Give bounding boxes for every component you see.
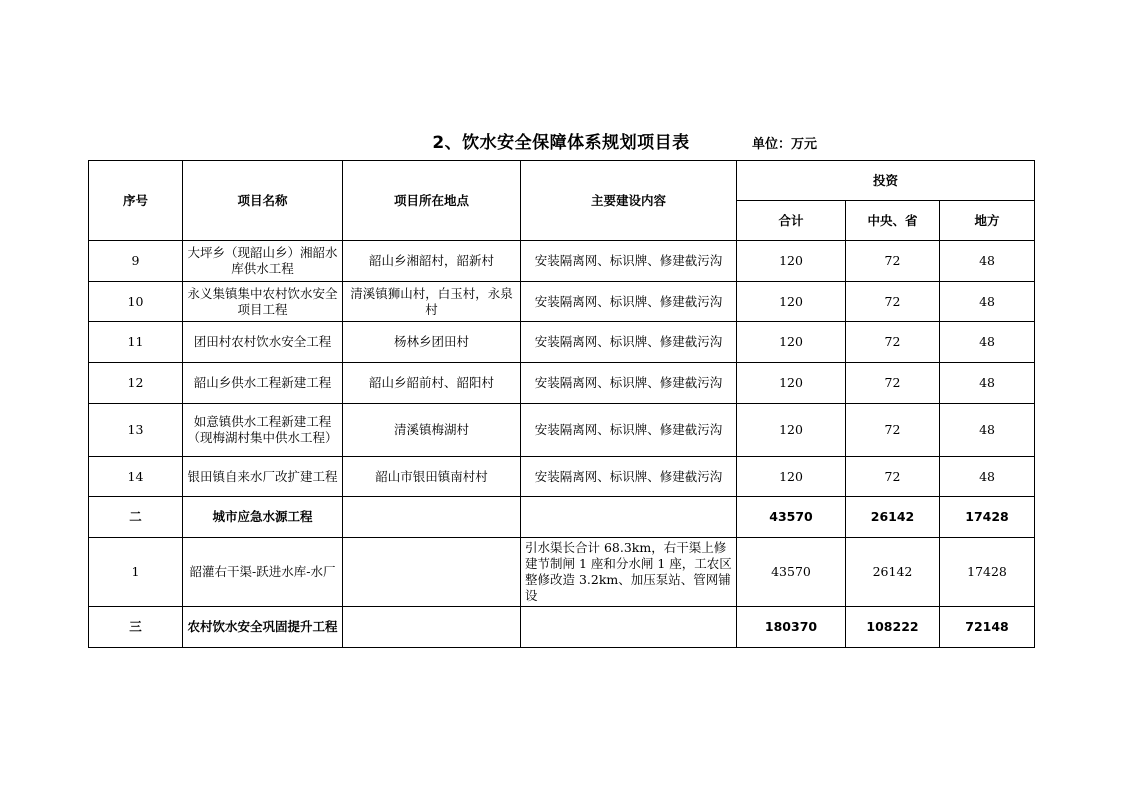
cell-total: 120 [737, 322, 846, 363]
table-row [89, 282, 1035, 322]
cell-local: 48 [940, 363, 1035, 404]
cell-seq: 三 [89, 607, 183, 648]
cell-local: 48 [940, 322, 1035, 363]
cell-local: 48 [940, 404, 1035, 457]
table-title: 2、饮水安全保障体系规划项目表 [432, 133, 690, 153]
table-row [89, 607, 1035, 648]
cell-name: 团田村农村饮水安全工程 [183, 322, 343, 363]
unit-label: 单位：万元 [752, 137, 818, 152]
header-name: 项目名称 [183, 161, 343, 241]
table-row [89, 322, 1035, 363]
cell-content [521, 607, 737, 648]
cell-name: 韶灌右干渠-跃进水库-水厂 [183, 538, 343, 607]
cell-local: 17428 [940, 538, 1035, 607]
header-content: 主要建设内容 [521, 161, 737, 241]
cell-seq: 9 [89, 241, 183, 282]
cell-seq: 13 [89, 404, 183, 457]
cell-content [521, 497, 737, 538]
cell-total: 180370 [737, 607, 846, 648]
cell-central: 108222 [846, 607, 940, 648]
cell-seq: 14 [89, 457, 183, 497]
cell-content: 引水渠长合计 68.3km，右干渠上修建节制闸 1 座和分水闸 1 座，工农区整修改造 3.2km、加压泵站、管网铺设 [521, 538, 737, 607]
cell-name: 永义集镇集中农村饮水安全项目工程 [183, 282, 343, 322]
cell-seq: 12 [89, 363, 183, 404]
cell-location: 清溪镇狮山村，白玉村，永泉村 [343, 282, 521, 322]
cell-central: 26142 [846, 497, 940, 538]
table-row [89, 538, 1035, 607]
cell-total: 43570 [737, 538, 846, 607]
cell-seq: 1 [89, 538, 183, 607]
header-total: 合计 [737, 201, 846, 241]
cell-location [343, 607, 521, 648]
cell-central: 72 [846, 457, 940, 497]
cell-total: 120 [737, 457, 846, 497]
cell-content: 安装隔离网、标识牌、修建截污沟 [521, 363, 737, 404]
cell-location [343, 497, 521, 538]
table-row [89, 497, 1035, 538]
header-central: 中央、省 [846, 201, 940, 241]
cell-content: 安装隔离网、标识牌、修建截污沟 [521, 282, 737, 322]
cell-central: 72 [846, 404, 940, 457]
cell-location: 韶山市银田镇南村村 [343, 457, 521, 497]
cell-location [343, 538, 521, 607]
table-row [89, 363, 1035, 404]
table-row [89, 404, 1035, 457]
header-investment: 投资 [737, 161, 1035, 201]
cell-local: 48 [940, 282, 1035, 322]
header-local: 地方 [940, 201, 1035, 241]
cell-name: 农村饮水安全巩固提升工程 [183, 607, 343, 648]
cell-content: 安装隔离网、标识牌、修建截污沟 [521, 404, 737, 457]
cell-local: 72148 [940, 607, 1035, 648]
cell-total: 120 [737, 282, 846, 322]
cell-local: 17428 [940, 497, 1035, 538]
header-location: 项目所在地点 [343, 161, 521, 241]
cell-central: 72 [846, 241, 940, 282]
table-row [89, 457, 1035, 497]
cell-total: 43570 [737, 497, 846, 538]
cell-name: 韶山乡供水工程新建工程 [183, 363, 343, 404]
cell-central: 26142 [846, 538, 940, 607]
cell-location: 清溪镇梅湖村 [343, 404, 521, 457]
cell-name: 城市应急水源工程 [183, 497, 343, 538]
cell-content: 安装隔离网、标识牌、修建截污沟 [521, 457, 737, 497]
cell-seq: 二 [89, 497, 183, 538]
cell-seq: 10 [89, 282, 183, 322]
cell-name: 大坪乡（现韶山乡）湘韶水库供水工程 [183, 241, 343, 282]
cell-total: 120 [737, 404, 846, 457]
cell-location: 杨林乡团田村 [343, 322, 521, 363]
header-seq: 序号 [89, 161, 183, 241]
cell-name: 如意镇供水工程新建工程（现梅湖村集中供水工程） [183, 404, 343, 457]
cell-seq: 11 [89, 322, 183, 363]
cell-local: 48 [940, 241, 1035, 282]
cell-location: 韶山乡韶前村、韶阳村 [343, 363, 521, 404]
table-row [89, 241, 1035, 282]
cell-central: 72 [846, 282, 940, 322]
project-table [88, 160, 1035, 648]
cell-central: 72 [846, 322, 940, 363]
cell-content: 安装隔离网、标识牌、修建截污沟 [521, 322, 737, 363]
cell-name: 银田镇自来水厂改扩建工程 [183, 457, 343, 497]
cell-total: 120 [737, 363, 846, 404]
cell-central: 72 [846, 363, 940, 404]
cell-total: 120 [737, 241, 846, 282]
cell-location: 韶山乡湘韶村，韶新村 [343, 241, 521, 282]
cell-content: 安装隔离网、标识牌、修建截污沟 [521, 241, 737, 282]
cell-local: 48 [940, 457, 1035, 497]
